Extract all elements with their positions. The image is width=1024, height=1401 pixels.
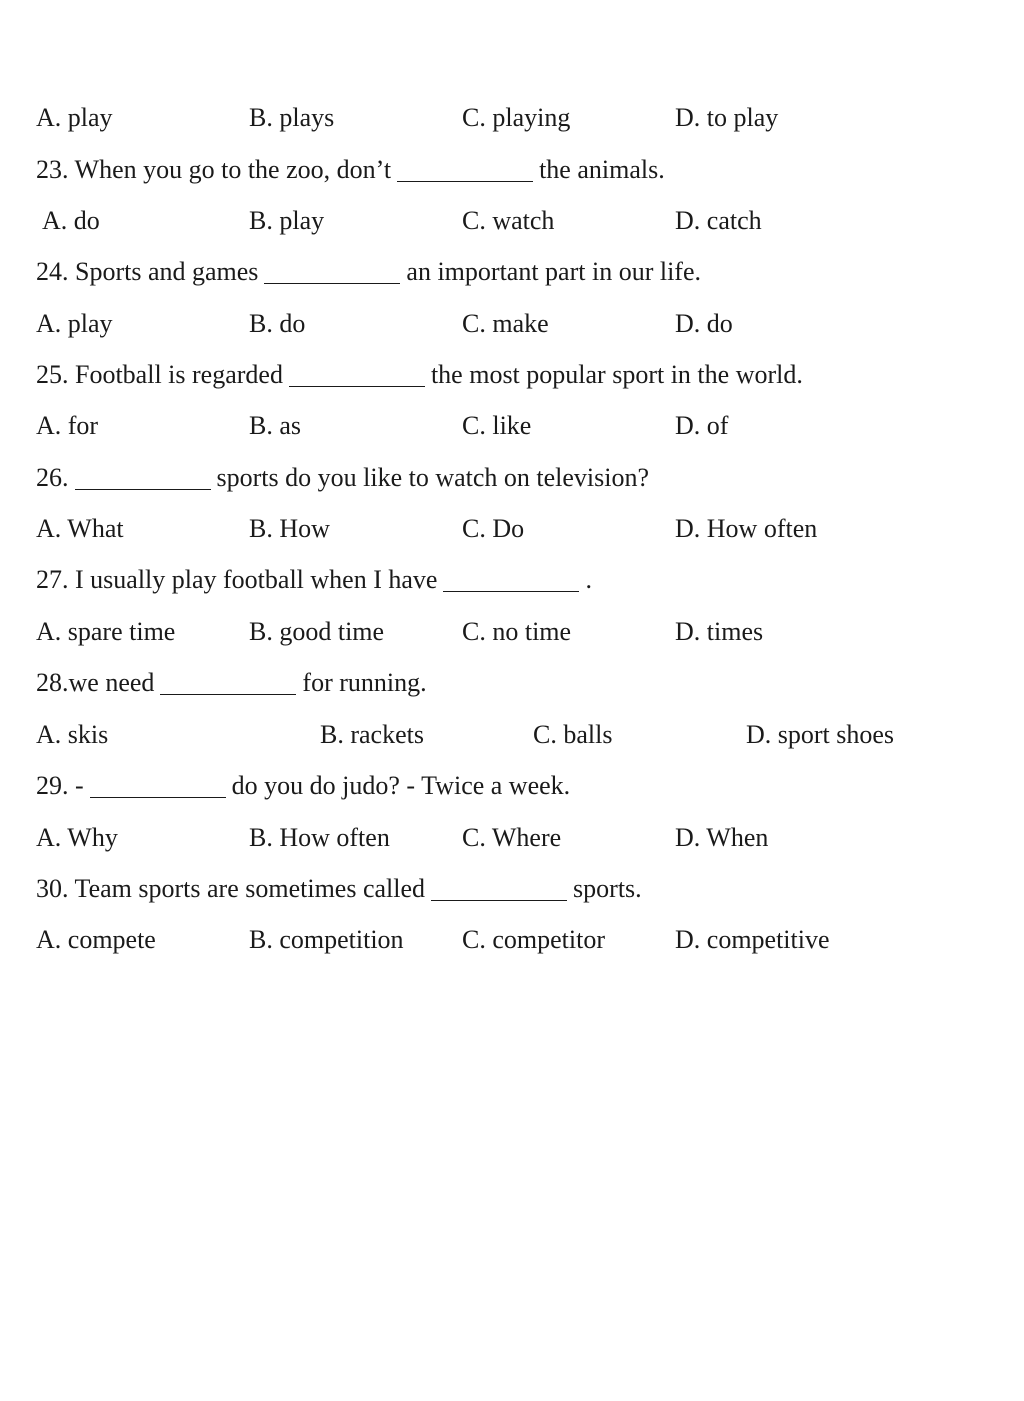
answer-blank [160,693,296,695]
question-text-after: sports. [573,874,642,903]
question-text-after: the most popular sport in the world. [430,360,803,389]
option-d: D. When [675,823,769,852]
option-a: A. compete [36,925,156,954]
question-30 [36,869,642,909]
question-29 [36,766,570,806]
option-a: A. for [36,411,99,440]
option-b: B. rackets [320,720,424,749]
question-text-before: 30. Team sports are sometimes called [36,874,426,903]
answer-blank [289,385,425,387]
option-b: B. plays [249,103,335,132]
option-a: A. play [36,103,113,132]
option-b: B. as [249,411,301,440]
option-a: A. What [36,514,124,543]
option-b: B. do [249,309,306,338]
option-c: C. playing [462,103,571,132]
option-a: A. do [42,206,100,235]
option-a: A. spare time [36,617,176,646]
option-d: D. do [675,309,733,338]
option-d: D. of [675,411,729,440]
option-b: B. competition [249,925,404,954]
question-28 [36,663,427,703]
question-text-before: 24. Sports and games [36,257,259,286]
option-c: C. balls [533,720,613,749]
question-24 [36,252,701,292]
option-b: B. How [249,514,330,543]
option-d: D. competitive [675,925,830,954]
answer-blank [443,590,579,592]
option-d: D. to play [675,103,779,132]
question-text-after: . [585,565,592,594]
question-text-before: 25. Football is regarded [36,360,283,389]
question-text-before: 26. [36,463,69,492]
option-c: C. Where [462,823,562,852]
question-text-after: do you do judo? - Twice a week. [231,771,571,800]
option-a: A. play [36,309,113,338]
question-25 [36,355,803,395]
option-c: C. make [462,309,549,338]
option-b: B. play [249,206,325,235]
option-a: A. Why [36,823,118,852]
answer-blank [264,282,400,284]
question-text-before: 23. When you go to the zoo, don’t [36,155,392,184]
option-c: C. watch [462,206,555,235]
option-d: D. sport shoes [746,720,895,749]
question-26 [36,458,649,498]
question-23 [36,150,665,190]
question-text-before: 27. I usually play football when I have [36,565,438,594]
answer-blank [397,180,533,182]
answer-blank [90,796,226,798]
option-d: D. How often [675,514,818,543]
question-text-after: an important part in our life. [406,257,702,286]
option-b: B. How often [249,823,390,852]
question-text-before: 28.we need [36,668,155,697]
question-text-after: for running. [302,668,427,697]
question-text-after: sports do you like to watch on television? [216,463,650,492]
option-b: B. good time [249,617,385,646]
question-27 [36,560,592,600]
option-d: D. catch [675,206,762,235]
option-a: A. skis [36,720,109,749]
option-d: D. times [675,617,764,646]
answer-blank [75,488,211,490]
option-c: C. like [462,411,532,440]
question-text-before: 29. - [36,771,84,800]
option-c: C. competitor [462,925,605,954]
option-c: C. no time [462,617,572,646]
option-c: C. Do [462,514,525,543]
question-text-after: the animals. [539,155,665,184]
answer-blank [431,899,567,901]
